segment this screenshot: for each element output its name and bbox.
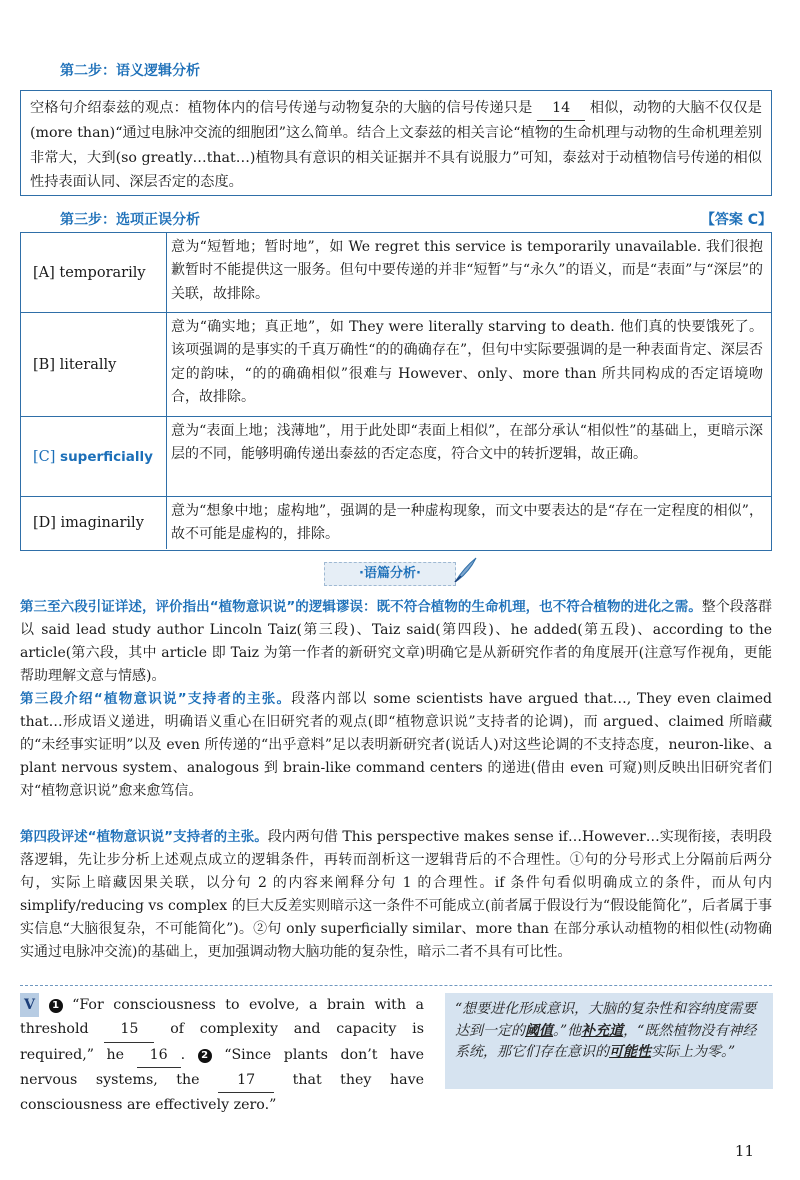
quote-1a: “For consciousness to evolve, a brain with a threshold [20, 997, 425, 1038]
option-d-label: [D] imaginarily [21, 497, 167, 549]
section-5-quote: V 1 “For consciousness to evolve, a brain with a threshold 15 of complexity and capacity is required,” he 16 . 2 “Since plants don’t have nervous systems, the 17 that they have consciousness are effectively zero.” [20, 993, 424, 1117]
option-a-label: [A] temporarily [21, 233, 167, 312]
page-number: 11 [734, 1142, 754, 1160]
quote-1b: of complexity and capacity is required,” he [20, 1021, 425, 1063]
translation-word-threshold: 阈值 [525, 1022, 553, 1039]
option-row-a [21, 233, 771, 313]
sentence-1-marker: 1 [49, 999, 63, 1013]
option-b-text: 意为“确实地；真正地”，如 They were literally starving to death. 他们真的快要饿死了。该项强调的是事实的千真万确性“的的确确存在”，但句中实际要强调的是一种表面肯定、深层否定的韵味，“的的确确相似”很难与 However、only、more than 所共同构成的否定语境吻合，故排除。 [171, 319, 763, 405]
translation-c: ，“既然植物没有神经系统，那它们存在意识的 [455, 1022, 757, 1060]
step2-title: 第二步：语义逻辑分析 [60, 63, 200, 79]
options-table [20, 232, 772, 551]
answer-badge: 【答案 C】 [700, 212, 772, 228]
option-row-c [21, 417, 771, 497]
paragraph-2-lead: 第三段介绍“植物意识说”支持者的主张。 [20, 691, 292, 707]
section-divider [20, 985, 772, 986]
option-c-prefix: [C] [33, 448, 56, 465]
section-tag: V [20, 993, 39, 1017]
step2-text-b: 相似，动物的大脑不仅仅是(more than)“通过电脉冲交流的细胞团”这么简单。结合上文泰兹的相关言论“植物的生命机理与动物的生命机理差别非常大，大到(so greatly…that…)植物具有意识的相关证据并不具有说服力”可知，泰兹对于动植物信号传递的相似性持表面认同、深层否定的态度。 [30, 100, 762, 190]
translation-a: “想要进化形成意识，大脑的复杂性和容纳度需要达到一定的 [455, 1001, 757, 1039]
step2-text-a: 空格句介绍泰兹的观点：植物体内的信号传递与动物复杂的大脑的信号传递只是 [30, 100, 533, 116]
blank-14: 14 [537, 96, 585, 121]
step3-title: 第三步：选项正误分析 [60, 212, 200, 228]
paragraph-3-text: 段内两句借 This perspective makes sense if…However…实现衔接，表明段落逻辑，先让步分析上述观点成立的逻辑条件，再转而剖析这一逻辑背后的不合理性。①句的分号形式上分隔前后两分句，实际上暗藏因果关联，以分句 2 的内容来阐释分句 1 的合理性。if 条件句看似明确成立的条件，而从句内 simplify/reducing vs complex 的巨大反差实则暗示这一条件不可能成立(前者属于假设行为“假设能简化”，后者属于事实信息“大脑很复杂，不可能简化”)。②句 only superficially similar、more than 在部分承认动植物的相似性(动物确实通过电脉冲交流)的基础上，更加强调动物大脑功能的复杂性，暗示二者不具有可比性。 [20, 829, 772, 960]
paragraph-2-text: 段落内部以 some scientists have argued that…, They even claimed that…形成语义递进，明确语义重心在旧研究者的观点(即“植物意识说”支持者的论调)，而 argued、claimed 所暗藏的“未经事实证明”以及 even 所传递的“出乎意料”足以表明新研究者(说话人)对这些论调的不支持态度，neuron-like、a plant nervous system、analogous 到 brain-like command centers 的递进(借由 even 可窥)则反映出旧研究者们对“植物意识说”愈来愈笃信。 [20, 691, 772, 799]
paragraph-3-lead: 第四段评述“植物意识说”支持者的主张。 [20, 829, 268, 845]
quote-2a: “Since plants don’t have nervous systems, the [20, 1046, 424, 1088]
option-a-text: 意为“短暂地；暂时地”，如 We regret this service is temporarily unavailable. 我们很抱歉暂时不能提供这一服务。但句中要传递的并非“短暂”与“永久”的语义，而是“表面”与“深层”的关联，故排除。 [171, 239, 763, 302]
option-d-text: 意为“想象中地；虚构地”，强调的是一种虚构现象，而文中要表达的是“存在一定程度的相似”，故不可能是虚构的，排除。 [171, 503, 763, 543]
quill-pen-icon [452, 556, 478, 584]
analysis-paragraph-2 [20, 688, 772, 803]
step2-box [20, 90, 772, 196]
option-row-b [21, 313, 771, 417]
blank-16: 16 [137, 1043, 181, 1068]
sentence-2-marker: 2 [198, 1049, 212, 1063]
translation-word-added: 补充道 [581, 1022, 624, 1039]
translation-word-odds: 可能性 [609, 1044, 651, 1060]
analysis-paragraph-3 [20, 826, 772, 963]
blank-17: 17 [218, 1068, 274, 1093]
quote-2b: that they have consciousness are effectively zero.” [20, 1071, 424, 1114]
analysis-title: ·语篇分析· [324, 562, 456, 586]
analysis-paragraph-1 [20, 596, 772, 688]
option-c-label [21, 417, 167, 496]
option-c-text: 意为“表面上地；浅薄地”，用于此处即“表面上相似”，在部分承认“相似性”的基础上，更暗示深层的不同，能够明确传递出泰兹的否定态度，符合文中的转折逻辑，故正确。 [171, 423, 763, 463]
option-row-d [21, 497, 771, 549]
option-c-word: superficially [60, 448, 153, 465]
blank-15: 15 [104, 1017, 154, 1042]
paragraph-1-lead: 第三至六段引证详述，评价指出“植物意识说”的逻辑谬误：既不符合植物的生命机理，也不符合植物的进化之需。 [20, 599, 702, 615]
translation-d: 实际上为零。” [651, 1044, 736, 1060]
translation-b: 。”他 [553, 1022, 582, 1039]
translation-box [445, 993, 773, 1089]
option-b-label: [B] literally [21, 313, 167, 416]
paragraph-1-text: 整个段落群以 said lead study author Lincoln Taiz(第三段)、Taiz said(第四段)、he added(第五段)、according to the article(第六段，其中 article 即 Taiz 为第一作者的新研究文章)明确它是从新研究作者的角度展开(注意写作视角，更能帮助理解文意与情感)。 [20, 599, 772, 684]
